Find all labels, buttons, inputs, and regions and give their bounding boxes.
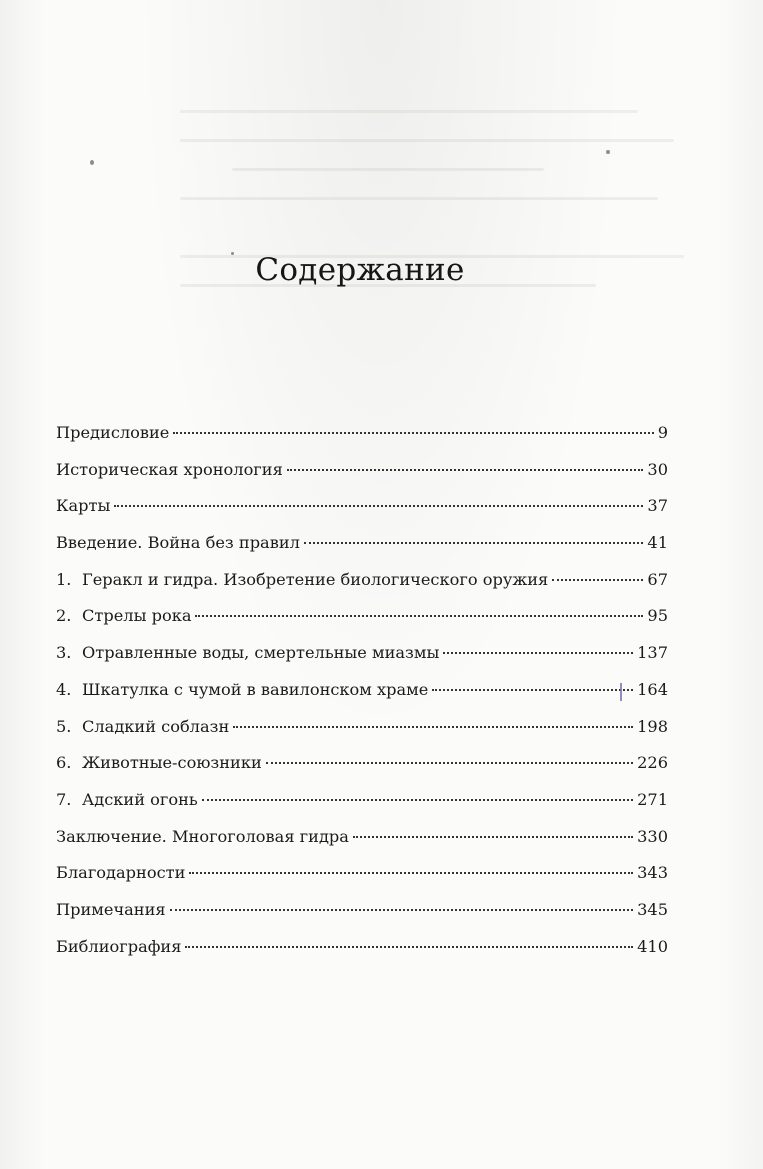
toc-entry-page-number: 410 — [637, 936, 668, 956]
toc-entry-title: Животные-союзники — [82, 753, 262, 773]
dot-leader — [173, 432, 653, 434]
toc-entry-title: Геракл и гидра. Изобретение биологического оружия — [82, 569, 549, 589]
page-title: Содержание — [255, 252, 465, 288]
table-of-contents — [56, 423, 668, 973]
toc-entry-page-number: 164 — [637, 679, 668, 699]
toc-entry-title: Библиография — [56, 936, 182, 956]
toc-entry[interactable] — [56, 753, 668, 790]
toc-entry[interactable] — [56, 533, 668, 570]
toc-entry-title: Заключение. Многоголовая гидра — [56, 826, 349, 846]
dot-leader — [432, 689, 633, 691]
toc-entry-number: 4. — [56, 679, 72, 699]
toc-entry-page-number: 198 — [637, 716, 668, 736]
toc-entry-number: 3. — [56, 643, 72, 663]
toc-entry-title: Примечания — [56, 899, 166, 919]
toc-entry[interactable] — [56, 827, 668, 864]
toc-entry-title: Стрелы рока — [82, 606, 192, 626]
toc-entry-number: 2. — [56, 606, 72, 626]
dot-leader — [202, 799, 633, 801]
dot-leader — [552, 579, 643, 581]
toc-entry[interactable] — [56, 900, 668, 937]
toc-entry[interactable] — [56, 460, 668, 497]
dot-leader — [170, 909, 634, 911]
toc-entry-title: Адский огонь — [82, 789, 198, 809]
toc-entry-number: 1. — [56, 569, 72, 589]
toc-entry[interactable] — [56, 423, 668, 460]
dot-leader — [189, 872, 633, 874]
dot-leader — [443, 652, 633, 654]
toc-entry[interactable] — [56, 790, 668, 827]
toc-entry-page-number: 226 — [637, 753, 668, 773]
toc-entry-page-number: 271 — [637, 789, 668, 809]
dot-leader — [195, 615, 643, 617]
dot-leader — [114, 505, 643, 507]
toc-entry-page-number: 95 — [647, 606, 668, 626]
toc-entry-page-number: 345 — [637, 899, 668, 919]
toc-entry[interactable] — [56, 680, 668, 717]
toc-entry-title: Отравленные воды, смертельные миазмы — [82, 643, 440, 663]
toc-entry[interactable] — [56, 937, 668, 974]
toc-entry-title: Карты — [56, 496, 111, 516]
toc-entry-title: Шкатулка с чумой в вавилонском храме — [82, 679, 429, 699]
toc-entry-title: Введение. Война без правил — [56, 533, 300, 553]
dot-leader — [185, 946, 633, 948]
toc-entry-page-number: 67 — [647, 569, 668, 589]
toc-entry-number: 5. — [56, 716, 72, 736]
toc-entry-page-number: 137 — [637, 643, 668, 663]
toc-entry-page-number: 41 — [647, 533, 668, 553]
toc-entry-title: Историческая хронология — [56, 459, 283, 479]
toc-entry-title: Благодарности — [56, 863, 186, 883]
paper-speck — [90, 160, 94, 165]
toc-entry-number: 7. — [56, 789, 72, 809]
toc-entry-page-number: 9 — [657, 423, 668, 442]
toc-entry-title: Сладкий соблазн — [82, 716, 230, 736]
toc-entry[interactable] — [56, 606, 668, 643]
dot-leader — [266, 762, 633, 764]
toc-entry-number: 6. — [56, 753, 72, 773]
toc-entry-page-number: 343 — [637, 863, 668, 883]
paper-speck — [606, 150, 610, 154]
toc-entry-page-number: 330 — [637, 826, 668, 846]
dot-leader — [287, 469, 644, 471]
toc-entry-title: Предисловие — [56, 423, 170, 442]
toc-entry[interactable] — [56, 570, 668, 607]
toc-entry-page-number: 30 — [647, 459, 668, 479]
dot-leader — [233, 726, 633, 728]
dot-leader — [353, 836, 633, 838]
dot-leader — [304, 542, 644, 544]
toc-entry[interactable] — [56, 643, 668, 680]
toc-entry-page-number: 37 — [647, 496, 668, 516]
toc-entry[interactable] — [56, 863, 668, 900]
pen-mark — [620, 683, 622, 701]
show-through-text — [180, 110, 700, 360]
toc-entry[interactable] — [56, 496, 668, 533]
toc-entry[interactable] — [56, 717, 668, 754]
